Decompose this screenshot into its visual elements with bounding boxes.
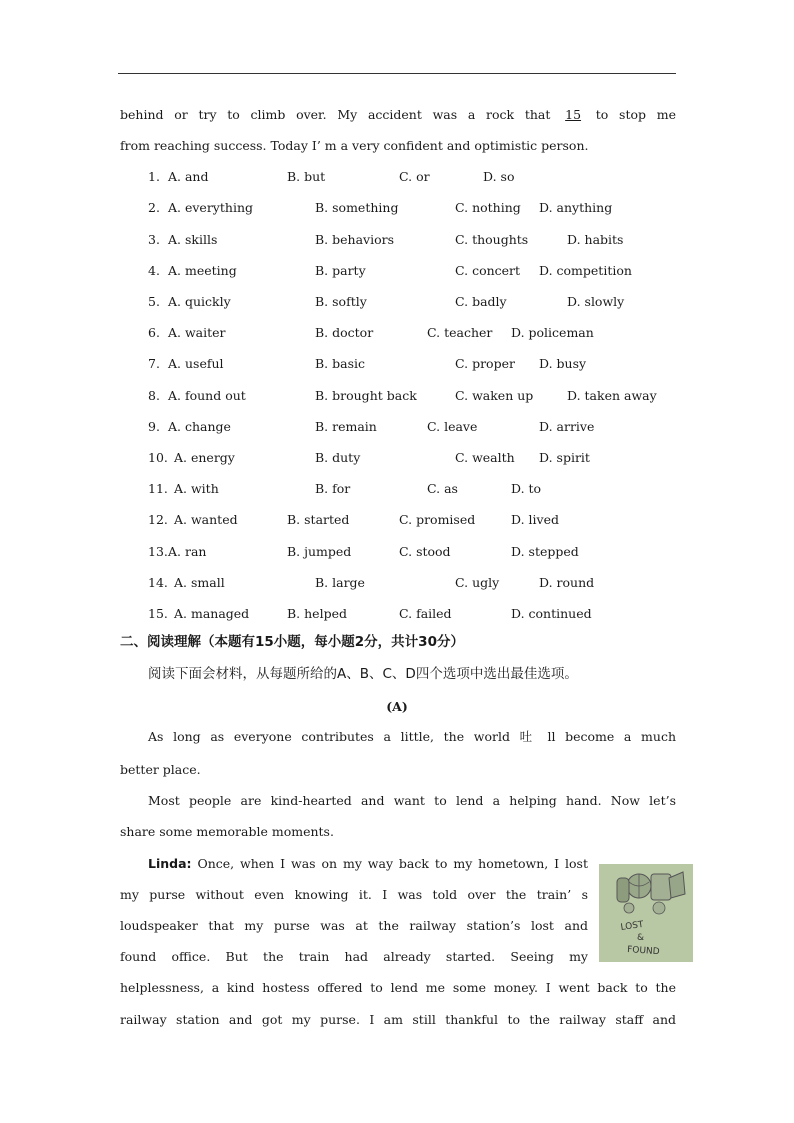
passage-a-p3-line4: found office. But the train had already started. Seeing my bbox=[120, 949, 588, 964]
option-a: A. skills bbox=[168, 232, 218, 247]
question-number: 15. bbox=[148, 606, 168, 621]
option-c: C. badly bbox=[455, 294, 507, 309]
option-c: C. leave bbox=[427, 419, 478, 434]
section-instruction: 阅读下面会材料，从每题所给的A、B、C、D四个选项中选出最佳选项。 bbox=[148, 666, 578, 682]
option-d: D. to bbox=[511, 481, 542, 496]
option-c: C. or bbox=[399, 169, 430, 184]
section-heading: 二、阅读理解（本题有15小题，每小题2分，共计30分） bbox=[120, 634, 464, 650]
option-d: D. spirit bbox=[539, 450, 590, 465]
option-d: D. so bbox=[483, 169, 515, 184]
question-number: 2. bbox=[148, 200, 160, 215]
question-number: 13. bbox=[148, 544, 168, 559]
option-b: B. basic bbox=[315, 356, 365, 371]
question-number: 4. bbox=[148, 263, 160, 278]
option-a: A. small bbox=[174, 575, 225, 590]
option-a: A. and bbox=[168, 169, 209, 184]
passage-line-1: behind or try to climb over. My accident was a rock that 15 to stop me bbox=[120, 107, 676, 122]
passage-a-p1-line1: As long as everyone contributes a little, the world 吐 ll become a much bbox=[148, 729, 676, 744]
question-number: 10. bbox=[148, 450, 168, 465]
option-b: B. started bbox=[287, 512, 350, 527]
option-a: A. everything bbox=[168, 200, 253, 215]
question-number: 5. bbox=[148, 294, 160, 309]
option-b: B. but bbox=[287, 169, 326, 184]
option-c: C. ugly bbox=[455, 575, 500, 590]
question-number: 9. bbox=[148, 419, 160, 434]
option-b: B. softly bbox=[315, 294, 367, 309]
option-b: B. something bbox=[315, 200, 399, 215]
option-d: D. continued bbox=[511, 606, 592, 621]
option-c: C. stood bbox=[399, 544, 451, 559]
lost-and-found-drawing bbox=[599, 864, 693, 962]
option-b: B. doctor bbox=[315, 325, 374, 340]
option-a: A. change bbox=[168, 419, 231, 434]
option-c: C. promised bbox=[399, 512, 476, 527]
question-number: 8. bbox=[148, 388, 160, 403]
option-b: B. duty bbox=[315, 450, 361, 465]
option-d: D. competition bbox=[539, 263, 632, 278]
passage-a-p3-line5: helplessness, a kind hostess offered to lend me some money. I went back to the bbox=[120, 980, 676, 995]
option-a: A. energy bbox=[174, 450, 235, 465]
passage-a-p3-line1: Linda: Once, when I was on my way back to my hometown, I lost bbox=[148, 856, 588, 871]
option-b: B. for bbox=[315, 481, 351, 496]
question-number: 12. bbox=[148, 512, 168, 527]
option-c: C. as bbox=[427, 481, 458, 496]
option-d: D. round bbox=[539, 575, 595, 590]
blank-15: 15 bbox=[565, 107, 582, 122]
option-a: A. quickly bbox=[168, 294, 231, 309]
lost-and-found-image bbox=[599, 864, 693, 962]
question-number: 1. bbox=[148, 169, 160, 184]
option-c: C. teacher bbox=[427, 325, 493, 340]
option-d: D. slowly bbox=[567, 294, 625, 309]
passage-line-2: from reaching success. Today I’ m a very confident and optimistic person. bbox=[120, 138, 589, 153]
option-d: D. lived bbox=[511, 512, 559, 527]
question-number: 14. bbox=[148, 575, 168, 590]
option-c: C. thoughts bbox=[455, 232, 529, 247]
passage-a-p3-line2: my purse without even knowing it. I was told over the train’ s bbox=[120, 887, 588, 902]
figure-text-lost: LOST bbox=[620, 919, 645, 933]
option-c: C. waken up bbox=[455, 388, 534, 403]
option-a: A. found out bbox=[168, 388, 246, 403]
passage-a-p2-line2: share some memorable moments. bbox=[120, 824, 334, 839]
figure-text-amp: & bbox=[637, 933, 645, 943]
option-b: B. behaviors bbox=[315, 232, 395, 247]
option-d: D. arrive bbox=[539, 419, 595, 434]
option-b: B. party bbox=[315, 263, 366, 278]
option-c: C. concert bbox=[455, 263, 521, 278]
option-a: A. useful bbox=[168, 356, 224, 371]
question-number: 3. bbox=[148, 232, 160, 247]
passage-a-p2-line1: Most people are kind-hearted and want to lend a helping hand. Now let’s bbox=[148, 793, 676, 808]
speaker-linda: Linda: bbox=[148, 856, 192, 871]
header-rule bbox=[118, 73, 676, 74]
option-b: B. large bbox=[315, 575, 365, 590]
option-a: A. meeting bbox=[168, 263, 237, 278]
option-c: C. failed bbox=[399, 606, 452, 621]
question-number: 11. bbox=[148, 481, 168, 496]
passage-label: (A) bbox=[386, 699, 408, 714]
option-c: C. proper bbox=[455, 356, 515, 371]
option-c: C. wealth bbox=[455, 450, 515, 465]
option-d: D. policeman bbox=[511, 325, 594, 340]
option-a: A. with bbox=[174, 481, 219, 496]
passage-a-p3-line6: railway station and got my purse. I am still thankful to the railway staff and bbox=[120, 1012, 676, 1027]
option-b: B. helped bbox=[287, 606, 347, 621]
passage-a-p1-line2: better place. bbox=[120, 762, 201, 777]
option-b: B. remain bbox=[315, 419, 377, 434]
option-a: A. waiter bbox=[168, 325, 226, 340]
option-a: A. managed bbox=[174, 606, 250, 621]
option-c: C. nothing bbox=[455, 200, 521, 215]
passage-a-p3-line3: loudspeaker that my purse was at the railway station’s lost and bbox=[120, 918, 588, 933]
option-b: B. jumped bbox=[287, 544, 352, 559]
question-number: 7. bbox=[148, 356, 160, 371]
option-d: D. stepped bbox=[511, 544, 579, 559]
figure-text-found: FOUND bbox=[626, 945, 660, 958]
option-d: D. busy bbox=[539, 356, 587, 371]
option-d: D. habits bbox=[567, 232, 624, 247]
option-d: D. taken away bbox=[567, 388, 657, 403]
option-a: A. wanted bbox=[174, 512, 238, 527]
option-a: A. ran bbox=[168, 544, 207, 559]
question-number: 6. bbox=[148, 325, 160, 340]
option-b: B. brought back bbox=[315, 388, 417, 403]
option-d: D. anything bbox=[539, 200, 613, 215]
